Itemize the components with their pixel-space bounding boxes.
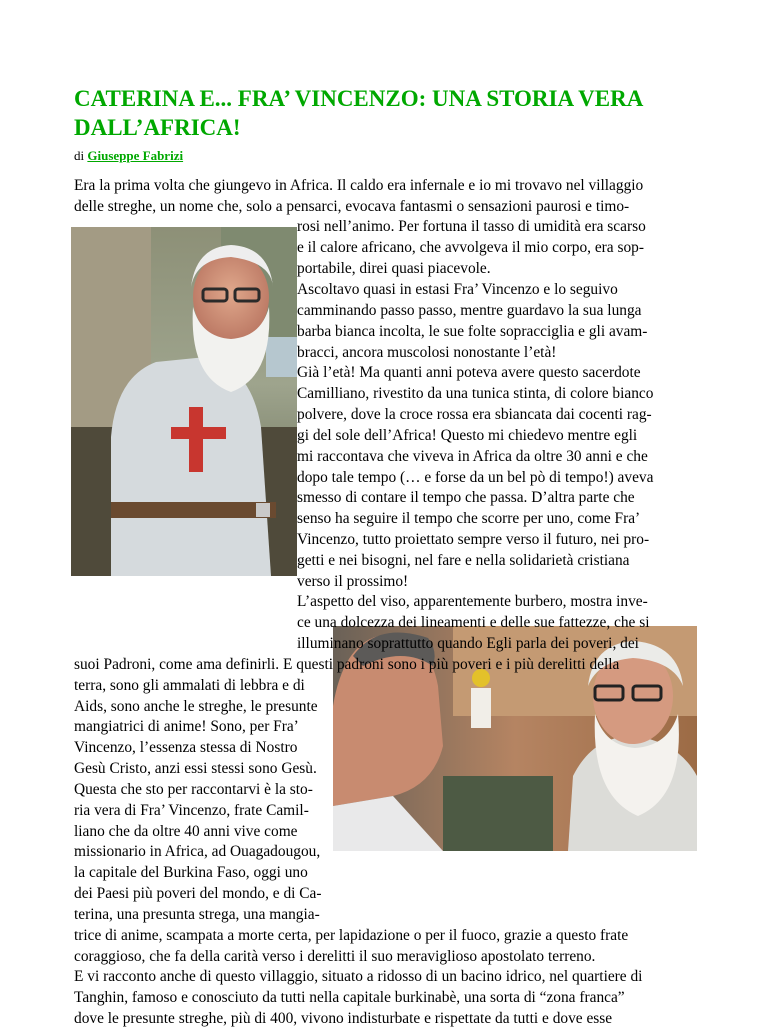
body-line: Gesù Cristo, anzi essi stessi sono Gesù. <box>74 760 317 777</box>
body-line: barba bianca incolta, le sue folte sopracciglia e gli avam- <box>297 323 648 340</box>
body-line: terina, una presunta strega, una mangia- <box>74 906 320 923</box>
body-line: rosi nell’animo. Per fortuna il tasso di umidità era scarso <box>297 218 646 235</box>
body-line: Vincenzo, tutto proiettato sempre verso il futuro, nei pro- <box>297 531 650 548</box>
body-line: liano che da oltre 40 anni vive come <box>74 823 298 840</box>
body-line: Tanghin, famoso e conosciuto da tutti nella capitale burkinabè, una sorta di “zona franca” <box>74 989 625 1006</box>
body-line: senso ha seguire il tempo che scorre per uno, come Fra’ <box>297 510 641 527</box>
body-line: e il calore africano, che avvolgeva il mio corpo, era sop- <box>297 239 644 256</box>
body-line: illuminano soprattutto quando Egli parla dei poveri, dei <box>297 635 639 652</box>
article-title <box>74 84 694 142</box>
body-line: polvere, dove la croce rossa era sbiancata dai cocenti rag- <box>297 406 652 423</box>
body-line: portabile, direi quasi piacevole. <box>297 260 491 277</box>
body-line: Questa che sto per raccontarvi è la sto- <box>74 781 313 798</box>
body-line: terra, sono gli ammalati di lebbra e di <box>74 677 305 694</box>
body-line: mangiatrici di anime! Sono, per Fra’ <box>74 718 299 735</box>
body-line: smesso di contare il tempo che passa. D’altra parte che <box>297 489 635 506</box>
body-line: Vincenzo, l’essenza stessa di Nostro <box>74 739 298 756</box>
photo-fra-vincenzo <box>71 227 297 576</box>
title-line-1: CATERINA E... FRA’ VINCENZO: UNA STORIA VERA <box>74 86 644 111</box>
body-line: Ascoltavo quasi in estasi Fra’ Vincenzo e lo seguivo <box>297 281 618 298</box>
byline-prefix: di <box>74 148 85 163</box>
author-link[interactable]: Giuseppe Fabrizi <box>87 148 184 163</box>
body-line: E vi racconto anche di questo villaggio, situato a ridosso di un bacino idrico, nel quartiere di <box>74 968 643 985</box>
body-line: la capitale del Burkina Faso, oggi uno <box>74 864 308 881</box>
body-line: Già l’età! Ma quanti anni poteva avere questo sacerdote <box>297 364 641 381</box>
body-line: missionario in Africa, ad Ouagadougou, <box>74 843 321 860</box>
body-line: camminando passo passo, mentre guardavo la sua lunga <box>297 302 642 319</box>
body-line: bracci, ancora muscolosi nonostante l’età! <box>297 344 557 361</box>
body-line: Camilliano, rivestito da una tunica stinta, di colore bianco <box>297 385 654 402</box>
body-line: ce una dolcezza dei lineamenti e delle sue fattezze, che si <box>297 614 650 631</box>
body-line: dove le presunte streghe, più di 400, vivono indisturbate e rispettate da tutti e dove esse <box>74 1010 613 1027</box>
body-line: dei Paesi più poveri del mondo, e di Ca- <box>74 885 322 902</box>
body-line: Aids, sono anche le streghe, le presunte <box>74 698 318 715</box>
body-line: delle streghe, un nome che, solo a pensarci, evocava fantasmi o sensazioni paurosi e timo- <box>74 198 630 215</box>
body-line: gi del sole dell’Africa! Questo mi chiedevo mentre egli <box>297 427 638 444</box>
body-line: coraggioso, che fa della carità verso i derelitti il suo meraviglioso apostolato terreno. <box>74 948 596 965</box>
byline <box>74 148 183 164</box>
body-line: suoi Padroni, come ama definirli. E questi padroni sono i più poveri e i più derelitti della <box>74 656 620 673</box>
title-line-2: DALL’AFRICA! <box>74 115 241 140</box>
body-line: L’aspetto del viso, apparentemente burbero, mostra inve- <box>297 593 648 610</box>
body-line: dopo tale tempo (… e forse da un bel pò di tempo!) aveva <box>297 469 654 486</box>
body-line: mi raccontava che viveva in Africa da oltre 30 anni e che <box>297 448 648 465</box>
photo-fra-vincenzo-image <box>71 227 297 576</box>
body-line: ria vera di Fra’ Vincenzo, frate Camil- <box>74 802 309 819</box>
body-line: trice di anime, scampata a morte certa, per lapidazione o per il fuoco, grazie a questo frate <box>74 927 629 944</box>
body-line: verso il prossimo! <box>297 573 409 590</box>
body-line: getti e nei bisogni, nel fare e nella solidarietà cristiana <box>297 552 630 569</box>
body-line: Era la prima volta che giungevo in Africa. Il caldo era infernale e io mi trovavo nel villaggio <box>74 177 644 194</box>
